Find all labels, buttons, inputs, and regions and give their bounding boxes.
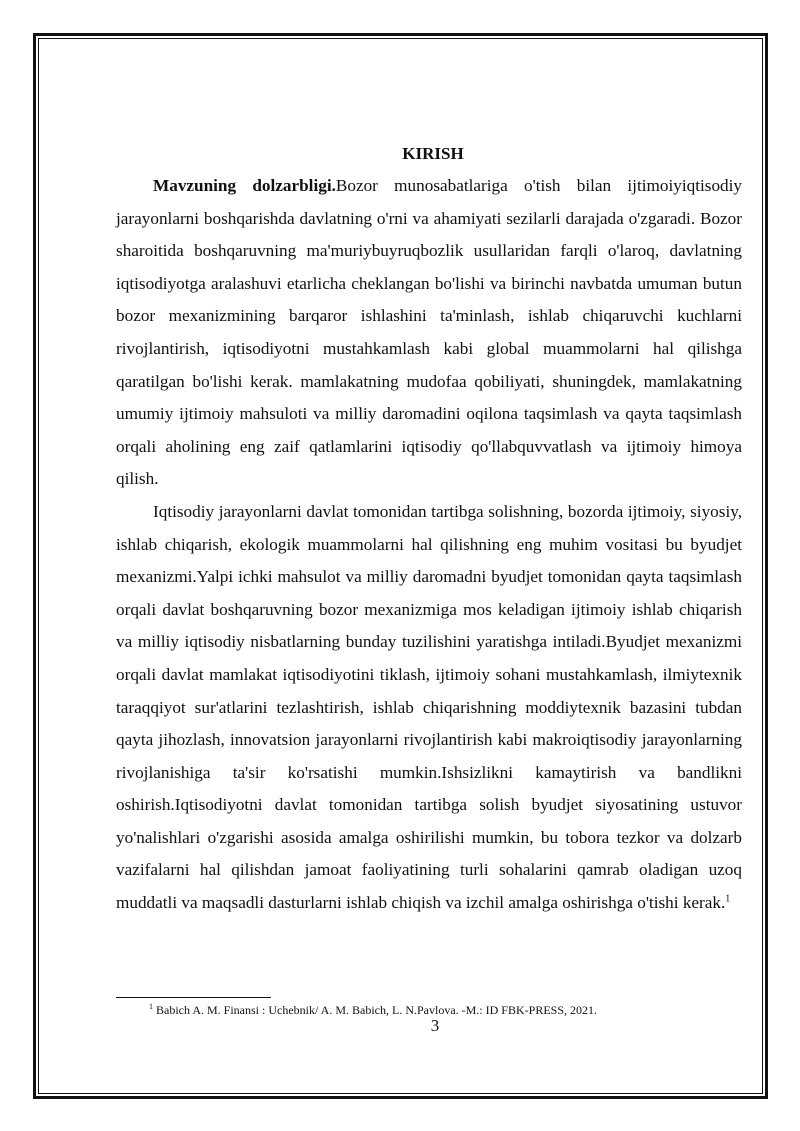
section-heading: KIRISH	[402, 144, 464, 163]
footnote-text: Babich A. M. Finansi : Uchebnik/ A. M. Babich, L. N.Pavlova. -M.: ID FBK-PRESS, 2021.	[156, 1003, 597, 1017]
footnote-separator	[116, 997, 271, 998]
footnote-marker: 1	[149, 1002, 153, 1011]
paragraph-text: Bozor munosabatlariga o'tish bilan ijtimoiyiqtisodiy jarayonlarni boshqarishda davlatning o'rni va ahamiyati sezilarli darajada o'zgaradi. Bozor sharoitida boshqaruvning ma'muriybuyruqbozlik usullaridan farqli o'laroq, davlatning iqtisodiyotga aralashuvi etarlicha cheklangan bo'lishi va birinchi navbatda umuman butun bozor mexanizmining barqaror ishlashini ta'minlash, ishlab chiqaruvchi kuchlarni rivojlantirish, iqtisodiyotni mustahkamlash kabi global muammolarni hal qilishga qaratilgan bo'lishi kerak. mamlakatning mudofaa qobiliyati, shuningdek, mamlakatning umumiy ijtimoiy mahsuloti va milliy daromadini oqilona taqsimlash va qayta taqsimlash orqali aholining eng zaif qatlamlarini iqtisodiy qo'llabquvvatlash va ijtimoiy himoya qilish.	[116, 176, 742, 489]
footnote-reference[interactable]: 1	[725, 893, 731, 905]
paragraph-relevance	[116, 170, 742, 496]
document-body	[116, 138, 742, 920]
paragraph-text: Iqtisodiy jarayonlarni davlat tomonidan tartibga solishning, bozorda ijtimoiy, siyosiy, ishlab chiqarish, ekologik muammolarni hal qilishning eng muhim vositasi bu byudjet mexanizmi.Yalpi ichki mahsulot va milliy daromadni byudjet tomonidan qayta taqsimlash orqali davlat boshqaruvning bozor mexanizmiga mos keladigan ijtimoiy ishlab chiqarish va milliy iqtisodiy nisbatlarning bunday tuzilishini yaratishga intiladi.Byudjet mexanizmi orqali davlat mamlakat iqtisodiyotini tiklash, ijtimoiy sohani mustahkamlash, ilmiytexnik taraqqiyot sur'atlarini tezlashtirish, ishlab chiqarishning moddiytexnik bazasini tubdan qayta jihozlash, innovatsion jarayonlarni rivojlantirish kabi makroiqtisodiy jarayonlarning rivojlanishiga ta'sir ko'rsatishi mumkin.Ishsizlikni kamaytirish va bandlikni oshirish.Iqtisodiyotni davlat tomonidan tartibga solish byudjet siyosatining ustuvor yo'nalishlari o'zgarishi asosida amalga oshirilishi mumkin, bu tobora tezkor va dolzarb vazifalarni hal qilishdan jamoat faoliyatining turli sohalarini qamrab oladigan uzoq muddatli va maqsadli dasturlarni ishlab chiqish va izchil amalga oshirishga o'tishi kerak.	[116, 501, 742, 913]
footnote	[149, 1003, 597, 1017]
paragraph-lead: Mavzuning dolzarbligi.	[153, 176, 336, 195]
paragraph-budget	[116, 496, 742, 920]
page-number: 3	[430, 1016, 440, 1035]
